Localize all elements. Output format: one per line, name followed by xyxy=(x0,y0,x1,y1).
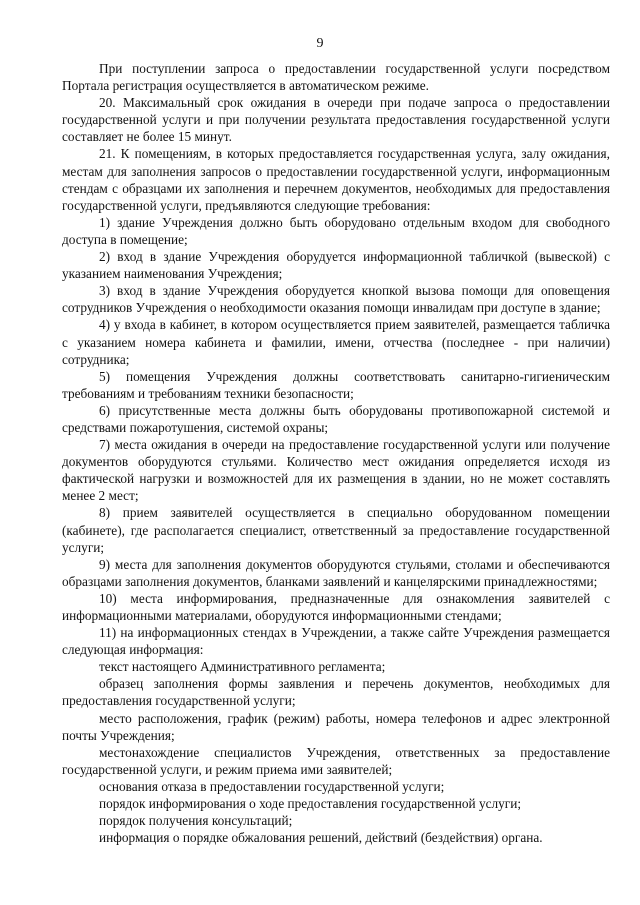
info-item-form-sample: образец заполнения формы заявления и перечень документов, необходимых для предоставления государственной услуги; xyxy=(62,676,610,709)
info-item-location-schedule: место расположения, график (режим) работы, номера телефонов и адрес электронной почты Учреждения; xyxy=(62,710,610,743)
paragraph-item-20: 20. Максимальный срок ожидания в очереди при подаче запроса о предоставлении государственной услуги и при получении результата предоставления государственной услуги составляет не более 15 минут. xyxy=(62,95,610,145)
info-item-specialists: местонахождение специалистов Учреждения, ответственных за предоставление государственной услуги, и режим приема ими заявителей; xyxy=(62,744,610,777)
info-item-regulation-text: текст настоящего Административного регламента; xyxy=(99,659,386,675)
list-item-10: 10) места информирования, предназначенные для ознакомления заявителей с информационными материалами, оборудуются информационными стендами; xyxy=(62,590,610,623)
info-item-consultations: порядок получения консультаций; xyxy=(99,813,293,829)
page-number: 9 xyxy=(316,36,324,51)
list-item-1: 1) здание Учреждения должно быть оборудовано отдельным входом для свободного доступа в помещение; xyxy=(62,214,610,247)
list-item-11: 11) на информационных стендах в Учреждении, а также сайте Учреждения размещается следующая информация: xyxy=(62,625,610,658)
list-item-5: 5) помещения Учреждения должны соответствовать санитарно-гигиеническим требованиям и требованиям техники безопасности; xyxy=(62,368,610,401)
info-item-refusal-grounds: основания отказа в предоставлении государственной услуги; xyxy=(99,778,445,794)
list-item-7: 7) места ожидания в очереди на предоставление государственной услуги или получение документов оборудуются стульями. Количество мест ожидания определяется исходя из фактической нагрузки и возможностей для их размещения в здании, но не может составлять менее 2 мест; xyxy=(62,437,610,504)
list-item-9: 9) места для заполнения документов оборудуются стульями, столами и обеспечиваются образцами заполнения документов, бланками заявлений и канцелярскими принадлежностями; xyxy=(62,556,610,589)
list-item-6: 6) присутственные места должны быть оборудованы противопожарной системой и средствами пожаротушения, системой охраны; xyxy=(62,402,610,435)
info-item-progress-info: порядок информирования о ходе предоставления государственной услуги; xyxy=(99,796,522,812)
document-body xyxy=(62,60,610,846)
list-item-2: 2) вход в здание Учреждения оборудуется информационной табличкой (вывеской) с указанием наименования Учреждения; xyxy=(62,249,610,282)
list-item-3: 3) вход в здание Учреждения оборудуется кнопкой вызова помощи для оповещения сотрудников Учреждения о необходимости оказания помощи инвалидам при доступе в здание; xyxy=(62,283,610,316)
paragraph-item-21: 21. К помещениям, в которых предоставляется государственная услуга, залу ожидания, местам для заполнения запросов о предоставлении государственной услуги, информационным стендам с образцами их заполнения и перечнем документов, необходимых для предоставления государственной услуги, предъявляются следующие требования: xyxy=(62,146,610,213)
info-item-appeals: информация о порядке обжалования решений, действий (бездействия) органа. xyxy=(99,830,543,846)
list-item-4: 4) у входа в кабинет, в котором осуществляется прием заявителей, размещается табличка с указанием номера кабинета и фамилии, имени, отчества (последнее - при наличии) сотрудника; xyxy=(62,317,610,367)
list-item-8: 8) прием заявителей осуществляется в специально оборудованном помещении (кабинете), где располагается специалист, ответственный за предоставление государственной услуги; xyxy=(62,505,610,555)
paragraph-portal-registration: При поступлении запроса о предоставлении государственной услуги посредством Портала регистрация осуществляется в автоматическом режиме. xyxy=(62,61,610,94)
